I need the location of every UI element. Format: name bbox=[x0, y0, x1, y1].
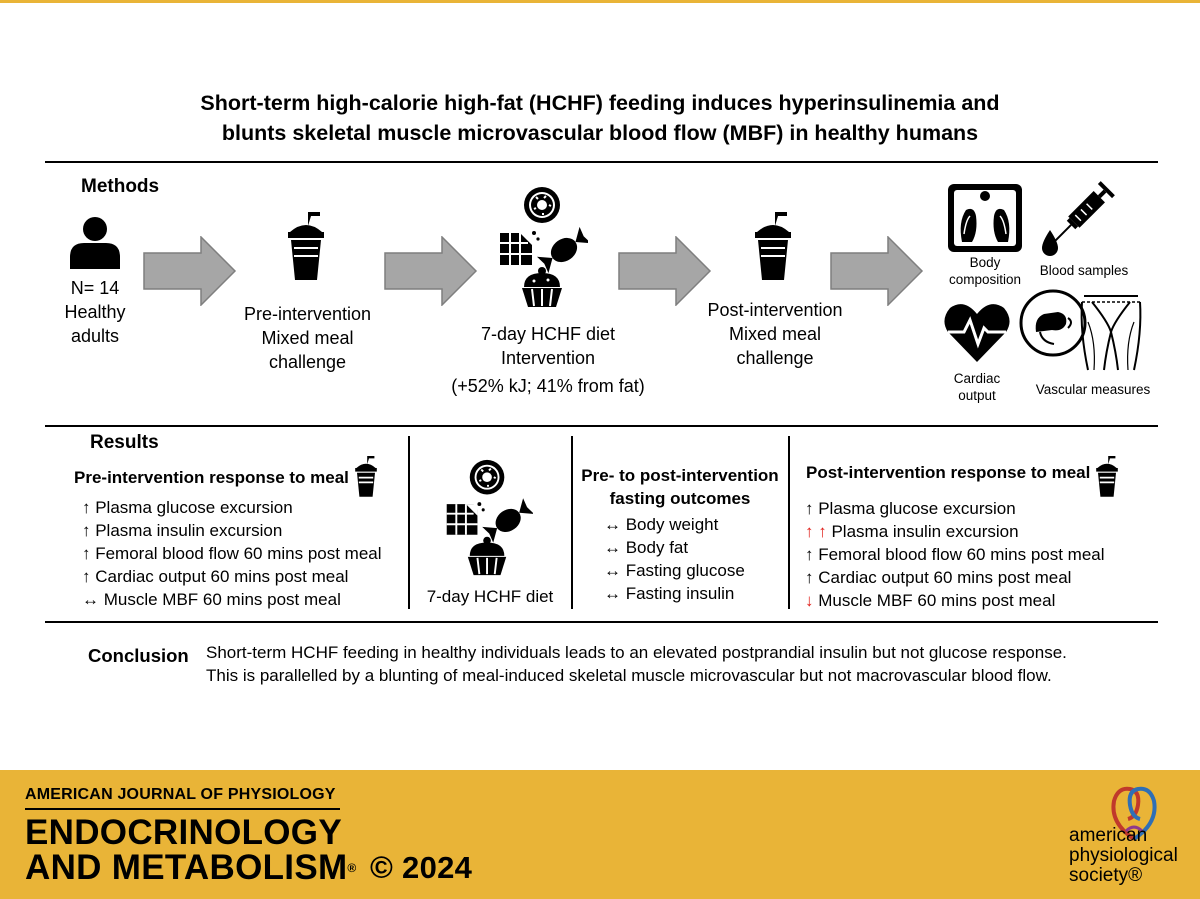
list-item bbox=[805, 566, 1105, 589]
item-text: Cardiac output 60 mins post meal bbox=[813, 568, 1072, 587]
aps-line-2: physiological bbox=[1069, 845, 1178, 866]
aps-line-1: american bbox=[1069, 825, 1148, 846]
drink-cup-icon bbox=[753, 212, 793, 282]
conclusion-text bbox=[206, 641, 1136, 687]
list-item: ↔ Muscle MBF 60 mins post meal bbox=[82, 590, 341, 609]
fasting-title-line-1: Pre- to post-intervention bbox=[581, 466, 779, 485]
donut-icon bbox=[524, 187, 560, 223]
flow-arrow-2 bbox=[384, 236, 478, 306]
pre-meal-line-1: Pre-intervention bbox=[243, 304, 372, 324]
conclusion-line-2: This is parallelled by a blunting of meal-induced skeletal muscle microvascular but not macrovascular blood flow. bbox=[206, 666, 1052, 685]
pre-meal-line-3: challenge bbox=[268, 352, 347, 372]
conclusion-label: Conclusion bbox=[88, 645, 189, 666]
diet-results-label: 7-day HCHF diet bbox=[426, 587, 554, 606]
body-composition-line-1: Body bbox=[969, 255, 1001, 270]
donut-icon bbox=[470, 460, 505, 495]
cardiac-output-line-1: Cardiac bbox=[953, 371, 1001, 386]
pre-meal-text bbox=[235, 302, 380, 374]
fasting-title bbox=[574, 464, 786, 510]
methods-heading: Methods bbox=[81, 176, 160, 197]
syringe-icon bbox=[1038, 178, 1120, 260]
list-item bbox=[805, 497, 1105, 520]
item-text: Muscle MBF 60 mins post meal bbox=[813, 591, 1056, 610]
participants-line-2: Healthy bbox=[64, 302, 126, 322]
body-composition-line-2: composition bbox=[948, 272, 1022, 287]
person-icon bbox=[68, 215, 122, 269]
fasting-title-line-2: fasting outcomes bbox=[609, 489, 751, 508]
cupcake-icon bbox=[468, 537, 506, 575]
post-results-list bbox=[805, 497, 1105, 612]
journal-title-line-1: ENDOCRINOLOGY bbox=[25, 813, 342, 852]
scale-icon bbox=[946, 182, 1024, 254]
list-item: ↔ Body fat bbox=[604, 538, 689, 557]
results-heading: Results bbox=[90, 432, 159, 453]
aps-line-3: society® bbox=[1069, 865, 1143, 886]
diet-icons bbox=[498, 185, 588, 310]
candy-icon bbox=[482, 497, 533, 543]
blood-drop-icon bbox=[1042, 230, 1058, 256]
list-item bbox=[805, 543, 1105, 566]
diet-line-1: 7-day HCHF diet bbox=[480, 324, 616, 344]
chocolate-icon bbox=[500, 231, 540, 265]
pre-meal-line-2: Mixed meal bbox=[261, 328, 354, 348]
item-arrow: ↑ bbox=[805, 568, 814, 587]
diet-line-3: (+52% kJ; 41% from fat) bbox=[451, 376, 645, 396]
drink-cup-icon bbox=[286, 212, 326, 282]
participants-n: N= 14 bbox=[70, 278, 120, 298]
list-item: ↔ Fasting insulin bbox=[604, 584, 735, 603]
conclusion-line-1: Short-term HCHF feeding in healthy individuals leads to an elevated postprandial insulin but not glucose response. bbox=[206, 643, 1067, 662]
cardiac-output-line-2: output bbox=[958, 388, 996, 403]
aps-name bbox=[1069, 826, 1178, 886]
blood-samples-label: Blood samples bbox=[1039, 263, 1129, 278]
divider-top bbox=[45, 161, 1158, 163]
cupcake-icon bbox=[522, 267, 562, 307]
item-text: Femoral blood flow 60 mins post meal bbox=[813, 545, 1105, 564]
list-item: ↑ Plasma glucose excursion bbox=[82, 498, 293, 517]
list-item: ↑ Plasma insulin excursion bbox=[82, 521, 283, 540]
fasting-results-list bbox=[604, 513, 745, 605]
flow-arrow-4 bbox=[830, 236, 924, 306]
item-arrow: ↑ bbox=[805, 499, 814, 518]
page-title bbox=[150, 88, 1050, 148]
post-meal-line-3: challenge bbox=[736, 348, 814, 368]
post-meal-line-2: Mixed meal bbox=[728, 324, 822, 344]
item-text: Plasma insulin excursion bbox=[826, 522, 1019, 541]
pre-results-list bbox=[82, 496, 382, 611]
results-divider-3 bbox=[788, 436, 790, 609]
post-results-title: Post-intervention response to meal bbox=[806, 463, 1091, 482]
divider-bottom bbox=[45, 621, 1158, 623]
divider-middle bbox=[45, 425, 1158, 427]
list-item: ↑ Femoral blood flow 60 mins post meal bbox=[82, 544, 382, 563]
vascular-measures-label: Vascular measures bbox=[1035, 382, 1151, 397]
journal-title-line-2 bbox=[25, 850, 357, 886]
journal-rule bbox=[25, 808, 340, 810]
participants-line-3: adults bbox=[70, 326, 120, 346]
results-divider-2 bbox=[571, 436, 573, 609]
list-item: ↑ Cardiac output 60 mins post meal bbox=[82, 567, 349, 586]
heart-icon bbox=[942, 300, 1012, 364]
legs-icon bbox=[1078, 292, 1144, 372]
flow-arrow-1 bbox=[143, 236, 237, 306]
item-arrow: ↓ bbox=[805, 591, 814, 610]
journal-name: AMERICAN JOURNAL OF PHYSIOLOGY bbox=[25, 786, 336, 803]
pre-results-title: Pre-intervention response to meal bbox=[74, 468, 349, 487]
diet-line-2: Intervention bbox=[500, 348, 596, 368]
drink-cup-icon bbox=[354, 456, 378, 498]
item-arrow: ↑ ↑ bbox=[805, 522, 827, 541]
participants-text bbox=[45, 276, 145, 348]
list-item bbox=[805, 520, 1105, 543]
list-item bbox=[805, 589, 1105, 612]
top-accent-bar bbox=[0, 0, 1200, 3]
title-line-1: Short-term high-calorie high-fat (HCHF) feeding induces hyperinsulinemia and bbox=[200, 91, 1000, 115]
post-meal-line-1: Post-intervention bbox=[707, 300, 843, 320]
registered-mark: ® bbox=[347, 861, 357, 875]
candy-icon bbox=[536, 226, 588, 274]
post-meal-text bbox=[695, 298, 855, 370]
cardiac-output-label bbox=[933, 370, 1021, 404]
body-composition-label bbox=[937, 254, 1033, 288]
list-item: ↔ Body weight bbox=[604, 515, 719, 534]
diet-icons-results bbox=[443, 458, 533, 578]
list-item: ↔ Fasting glucose bbox=[604, 561, 745, 580]
chocolate-icon bbox=[447, 502, 485, 535]
item-text: Plasma glucose excursion bbox=[813, 499, 1016, 518]
journal-title-text: AND METABOLISM bbox=[25, 848, 348, 887]
diet-text bbox=[448, 322, 648, 398]
title-line-2: blunts skeletal muscle microvascular blood flow (MBF) in healthy humans bbox=[221, 121, 979, 145]
item-arrow: ↑ bbox=[805, 545, 814, 564]
copyright-year: © 2024 bbox=[370, 850, 473, 885]
results-divider-1 bbox=[408, 436, 410, 609]
flow-arrow-3 bbox=[618, 236, 712, 306]
drink-cup-icon bbox=[1095, 456, 1119, 498]
